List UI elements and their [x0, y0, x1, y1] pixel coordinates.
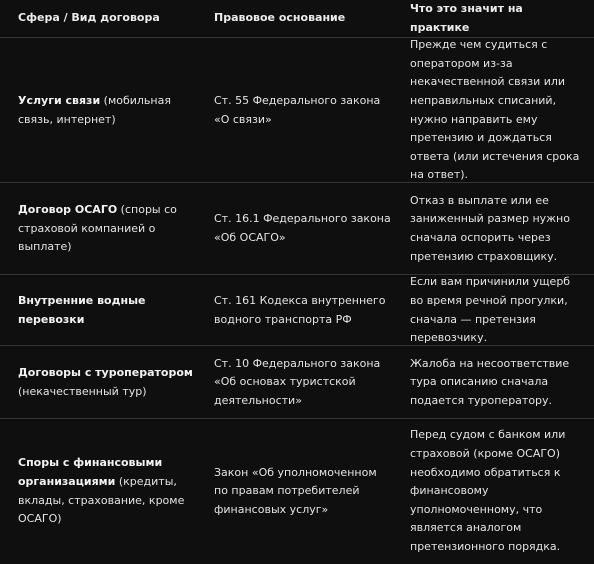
table-row	[0, 418, 594, 564]
table-row	[0, 37, 594, 183]
sphere-title: Договоры с туроператором	[18, 365, 193, 379]
meaning-text: Отказ в выплате или ее заниженный размер нужно сначала оспорить через претензию страховщику.	[410, 193, 570, 263]
cell-sphere	[18, 38, 198, 183]
sphere-text	[18, 92, 198, 129]
cell-meaning	[410, 183, 582, 275]
header-cell-meaning	[410, 0, 582, 37]
basis-text: Ст. 55 Федерального закона «О связи»	[214, 93, 381, 126]
header-sphere-label: Сфера / Вид договора	[18, 11, 160, 25]
cell-meaning	[410, 346, 582, 419]
cell-meaning	[410, 419, 582, 564]
header-meaning-label: Что это значит на практике	[410, 1, 523, 34]
cell-sphere	[18, 419, 198, 564]
table-row	[0, 274, 594, 346]
table-row	[0, 345, 594, 419]
header-basis-label: Правовое основание	[214, 11, 346, 25]
sphere-text	[18, 454, 198, 528]
basis-text: Ст. 10 Федерального закона «Об основах туристской деятельности»	[214, 356, 381, 407]
cell-sphere	[18, 183, 198, 275]
sphere-detail: (споры со страховой компанией о выплате)	[18, 203, 177, 254]
header-cell-sphere	[18, 0, 198, 37]
cell-sphere	[18, 346, 198, 419]
cell-meaning	[410, 275, 582, 346]
sphere-text	[18, 292, 198, 329]
sphere-detail: (кредиты, вклады, страхование, кроме ОСАГО)	[18, 474, 185, 526]
sphere-detail: (некачественный тур)	[18, 384, 147, 398]
table-header-row	[0, 0, 594, 37]
basis-text: Ст. 161 Кодекса внутреннего водного транспорта РФ	[214, 293, 386, 326]
meaning-text: Если вам причинили ущерб во время речной прогулки, сначала — претензия перевозчику.	[410, 275, 571, 345]
cell-basis	[214, 346, 394, 419]
cell-basis	[214, 183, 394, 275]
sphere-detail: (мобильная связь, интернет)	[18, 93, 171, 126]
cell-basis	[214, 419, 394, 564]
sphere-title: Споры с финансовыми организациями	[18, 456, 163, 488]
cell-sphere	[18, 275, 198, 346]
basis-text: Закон «Об уполномоченном по правам потребителей финансовых услуг»	[214, 465, 377, 516]
table-row	[0, 182, 594, 275]
meaning-text: Прежде чем судиться с оператором из-за некачественной связи или неправильных списаний, нужно направить ему претензию и дождаться ответа (или истечения срока на ответ).	[410, 38, 580, 182]
cell-basis	[214, 38, 394, 183]
sphere-title: Внутренние водные перевозки	[18, 293, 146, 326]
meaning-text: Жалоба на несоответствие тура описанию сначала подается туроператору.	[410, 356, 570, 407]
sphere-text	[18, 364, 198, 401]
cell-basis	[214, 275, 394, 346]
sphere-title: Договор ОСАГО	[18, 203, 118, 217]
sphere-title: Услуги связи	[18, 93, 101, 107]
meaning-text: Перед судом с банком или страховой (кроме ОСАГО) необходимо обратиться к финансовому уполномоченному, что является аналогом претензионного порядка.	[410, 428, 566, 553]
sphere-text	[18, 201, 198, 257]
basis-text: Ст. 16.1 Федерального закона «Об ОСАГО»	[214, 212, 391, 244]
cell-meaning	[410, 38, 582, 183]
header-cell-basis	[214, 0, 394, 37]
